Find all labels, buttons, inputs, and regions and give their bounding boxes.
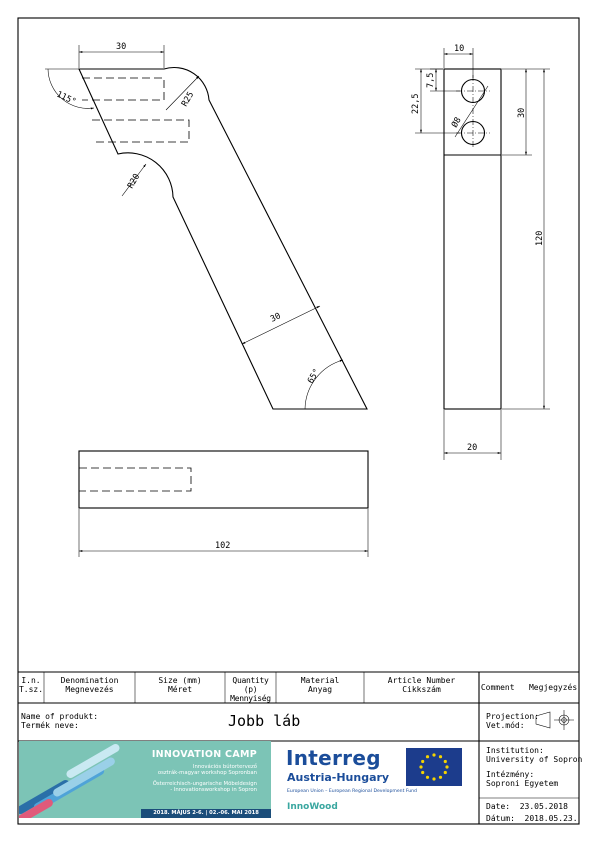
front-view <box>45 42 367 409</box>
interreg-region: Austria-Hungary <box>287 771 390 784</box>
banner-text-hu: Innovációs bútortervező osztrák-magyar workshop Sopronban <box>157 764 257 777</box>
header-denomination: Denomination Megnevezés <box>60 676 119 694</box>
header-size: Size (mm) Méret <box>158 676 202 694</box>
side-view <box>411 44 550 460</box>
front-dim-width: 30 <box>268 311 283 325</box>
side-hole-diameter: Ø8 <box>449 115 464 130</box>
projection-symbol-icon <box>536 710 574 730</box>
innowood-label: InnoWood <box>287 802 338 812</box>
eu-flag-icon <box>406 748 462 786</box>
front-radius-top: R25 <box>179 90 197 109</box>
plan-dim-length: 102 <box>215 541 231 551</box>
banner-text-de: Österreichisch-ungarische Möbeldesign - Innovationsworkshop in Sopron <box>152 781 257 794</box>
front-angle-bottom: 65° <box>305 367 323 386</box>
plan-view <box>79 451 368 557</box>
front-dim-top: 30 <box>116 42 127 52</box>
interreg-fund: European Union – European Regional Development Fund <box>287 789 417 794</box>
header-quantity: Quantity (p) Mennyiség <box>230 676 271 703</box>
side-dim-top: 10 <box>454 44 465 54</box>
side-dim-hole-total: 22,5 <box>411 93 421 114</box>
innovation-camp-banner <box>19 741 271 818</box>
product-name: Jobb láb <box>228 712 301 730</box>
date: Date: 23.05.2018 Dátum: 2018.05.23. <box>486 802 578 823</box>
product-label: Name of produkt: Termék neve: <box>21 712 99 730</box>
header-ln: I.n. T.sz. <box>18 676 44 694</box>
front-angle-top: 115° <box>54 89 78 108</box>
header-comment: Comment Megjegyzés <box>480 683 578 692</box>
front-radius-inner: R20 <box>125 172 143 191</box>
side-dim-width: 20 <box>467 443 478 453</box>
interreg-logo: Interreg <box>286 746 381 770</box>
side-dim-height-top: 30 <box>517 107 527 118</box>
header-article: Article Number Cikkszám <box>387 676 456 694</box>
institution: Institution: University of Sopron Intézmény: Soproni Egyetem <box>486 746 583 788</box>
side-dim-hole-spacing: 7,5 <box>426 72 436 88</box>
side-dim-height-total: 120 <box>535 230 545 246</box>
banner-footer: 2018. MÁJUS 2-6. | 02.-06. MAI 2018 <box>141 809 271 818</box>
header-material: Material Anyag <box>300 676 340 694</box>
banner-title: INNOVATION CAMP <box>151 749 257 760</box>
projection-label: Projection: Vet.mód: <box>486 712 539 730</box>
